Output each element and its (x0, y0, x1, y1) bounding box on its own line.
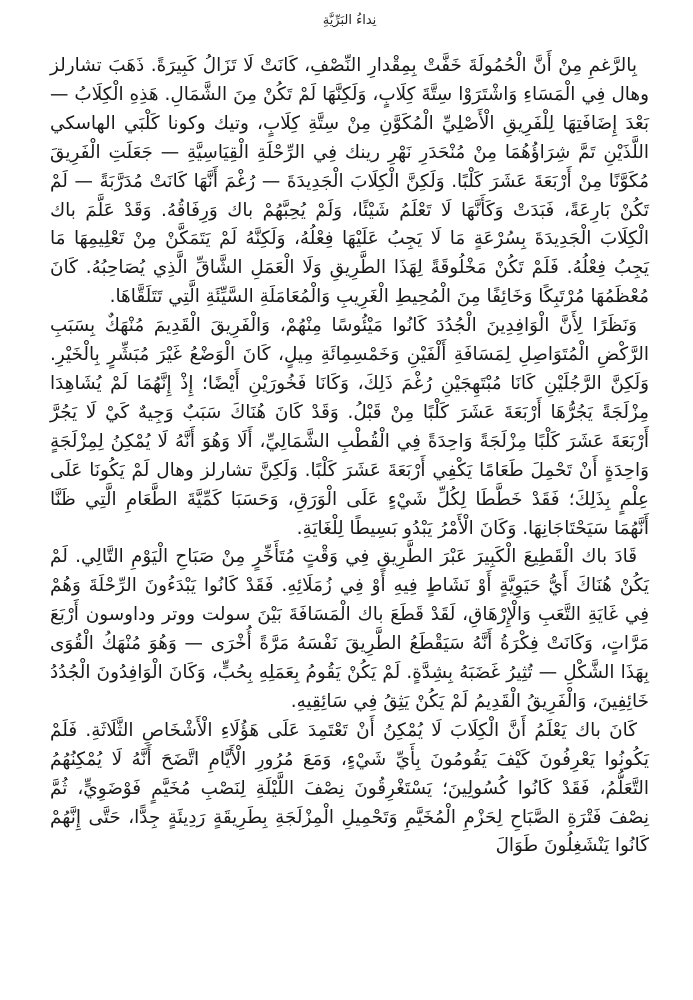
body-text (50, 52, 649, 861)
running-header: نِداءُ البَرِّيَّةِ (322, 13, 377, 28)
paragraph: كَانَ باك يَعْلَمُ أَنَّ الْكِلَابَ لَا يُمْكِنُ أَنْ تَعْتَمِدَ عَلَى هَؤُلَاءِ الْأَشْخَاصِ الثَّلَاثَةِ. فَلَمْ يَكُونُوا يَعْرِفُونَ كَيْفَ يَقُومُونَ بِأَيِّ شَيْءٍ، وَمَعَ مُرُورِ الْأَيَّامِ اتَّضَحَ أَنَّهُ لَا يُمْكِنُهُمُ التَّعَلُّمُ، فَقَدْ كَانُوا كُسُولِينَ؛ يَسْتَغْرِقُونَ نِصْفَ اللَّيْلَةِ لِنَصْبِ مُخَيَّمٍ فَوْضَوِيٍّ، ثُمَّ نِصْفَ فَتْرَةِ الصَّبَاحِ لِحَزْمِ الْمُخَيَّمِ وَتَحْمِيلِ الْمِزْلَجَةِ بِطَرِيقَةٍ رَدِيئَةٍ جِدًّا، حَتَّى إِنَّهُمْ كَانُوا يَنْشَغِلُونَ طَوَالَ (50, 719, 649, 857)
paragraph: وَنَظَرًا لِأَنَّ الْوَافِدِينَ الْجُدُدَ كَانُوا مَيْئُوسًا مِنْهُمْ، وَالْفَرِيقَ الْقَدِيمَ مُنْهَكٌ بِسَبَبِ الرَّكْضِ الْمُتَوَاصِلِ لِمَسَافَةِ أَلْفَيْنِ وَخَمْسِمِائَةِ مِيلٍ، كَانَ الْوَضْعُ غَيْرَ مُبَشِّرٍ بِالْخَيْرِ. وَلَكِنَّ الرَّجُلَيْنِ كَانَا مُبْتَهِجَيْنِ رُغْمَ ذَلِكَ، وَكَانَا فَخُورَيْنِ أَيْضًا؛ إِذْ إِنَّهُمَا لَمْ يُشَاهِدَا مِزْلَجَةً يَجُرُّهَا أَرْبَعَةَ عَشَرَ كَلْبًا مِنْ قَبْلُ. وَقَدْ كَانَ هُنَاكَ سَبَبٌ وَجِيهٌ كَيْ لَا يَجُرَّ أَرْبَعَةَ عَشَرَ كَلْبًا مِزْلَجَةً وَاحِدَةً فِي الْقُطْبِ الشَّمَالِيِّ، أَلَا وَهُوَ أَنَّهُ لَا يُمْكِنُ لِمِزْلَجَةٍ وَاحِدَةٍ أَنْ تَحْمِلَ طَعَامًا يَكْفِي أَرْبَعَةَ عَشَرَ كَلْبًا. وَلَكِنَّ تشارلز وهال لَمْ يَكُونَا عَلَى عِلْمٍ بِذَلِكَ؛ فَقَدْ خَطَّطَا لِكُلِّ شَيْءٍ عَلَى الْوَرَقِ، وَحَسَبَا كَمِّيَّةَ الطَّعَامِ الَّتِي ظَنَّا أَنَّهُمَا سَيَحْتَاجَانِهَا. وَكَانَ الْأَمْرُ يَبْدُو بَسِيطًا لِلْغَايَةِ. (50, 315, 649, 539)
paragraph: بِالرَّغمِ مِنْ أَنَّ الْحُمُولَةَ خَفَّتْ بِمِقْدارِ النِّصْفِ، كَانَتْ لَا تَزَالُ كَبِيرَةً. ذَهَبَ تشارلز وهال فِي الْمَسَاءِ وَاشْتَرَوْا سِتَّةَ كِلَابٍ، وَلَكِنَّهَا لَمْ تَكُنْ مِنَ الشَّمَالِ. هَذِهِ الْكِلَابُ — بَعْدَ إِضَافَتِهَا لِلْفَرِيقِ الْأَصْلِيِّ الْمُكَوَّنِ مِنْ سِتَّةِ كِلَابٍ، وتيك وكونا كَلْبَي الهاسكي اللَّذَيْنِ تَمَّ شِرَاؤُهُمَا مِنْ مُنْحَدَرِ نَهْرِ رينك فِي الرِّحْلَةِ الْقِيَاسِيَّةِ — جَعَلَتِ الْفَرِيقَ مُكَوَّنًا مِنْ أَرْبَعَةَ عَشَرَ كَلْبًا. وَلَكِنَّ الْكِلَابَ الْجَدِيدَةَ — رُغْمَ أَنَّهَا كَانَتْ مُدَرَّبَةً — لَمْ تَكُنْ بَارِعَةً، فَبَدَتْ وَكَأَنَّهَا لَا تَعْلَمُ شَيْئًا، وَلَمْ يُحِبَّهُمْ باك وَرِفَاقُهُ. وَقَدْ عَلَّمَ باك الْكِلَابَ الْجَدِيدَةَ بِسُرْعَةٍ مَا لَا يَجِبُ عَلَيْهَا فِعْلُهُ، وَلَكِنَّهُ لَمْ يَتَمَكَّنْ مِنْ تَعْلِيمِهَا مَا يَجِبُ فِعْلُهُ. فَلَمْ تَكُنْ مَخْلُوقَةً لِهَذَا الطَّرِيقِ وَلَا الْعَمَلِ الشَّاقِّ الَّذِي يُصَاحِبُهُ. كَانَ مُعْظَمُهَا مُرْتَبِكًا وَخَائِفًا مِنَ الْمُحِيطِ الْغَرِيبِ وَالْمُعَامَلَةِ السَّيِّئَةِ الَّتِي تَتَلَقَّاهَا. (50, 55, 649, 308)
paragraph: قَادَ باك الْقَطِيعَ الْكَبِيرَ عَبْرَ الطَّرِيقِ فِي وَقْتٍ مُتَأَخِّرٍ مِنْ صَبَاحِ الْيَوْمِ التَّالِي. لَمْ يَكُنْ هُنَاكَ أَيُّ حَيَوِيَّةٍ أَوْ نَشَاطٍ فِيهِ أَوْ فِي زُمَلَائِهِ. فَقَدْ كَانُوا يَبْدَءُونَ الرِّحْلَةَ وَهُمْ فِي غَايَةِ التَّعَبِ وَالْإِرْهَاقِ، لَقَدْ قَطَعَ باك الْمَسَافَةَ بَيْنَ سولت ووتر وداوسون أَرْبَعَ مَرَّاتٍ، وَكَانَتْ فِكْرَةُ أَنَّهُ سَيَقْطَعُ الطَّرِيقَ نَفْسَهُ مَرَّةً أُخْرَى — وَهُوَ مُنْهَكُ الْقُوَى بِهَذَا الشَّكْلِ — تُثِيرُ غَضَبَهُ بِشِدَّةٍ. لَمْ يَكُنْ يَقُومُ بِعَمَلِهِ بِحُبٍّ، وَكَانَ الْوَافِدُونَ الْجُدُدُ خَائِفِينَ، وَالْفَرِيقُ الْقَدِيمُ لَمْ يَكُنْ يَثِقُ فِي سَائِقِيهِ. (50, 546, 649, 712)
